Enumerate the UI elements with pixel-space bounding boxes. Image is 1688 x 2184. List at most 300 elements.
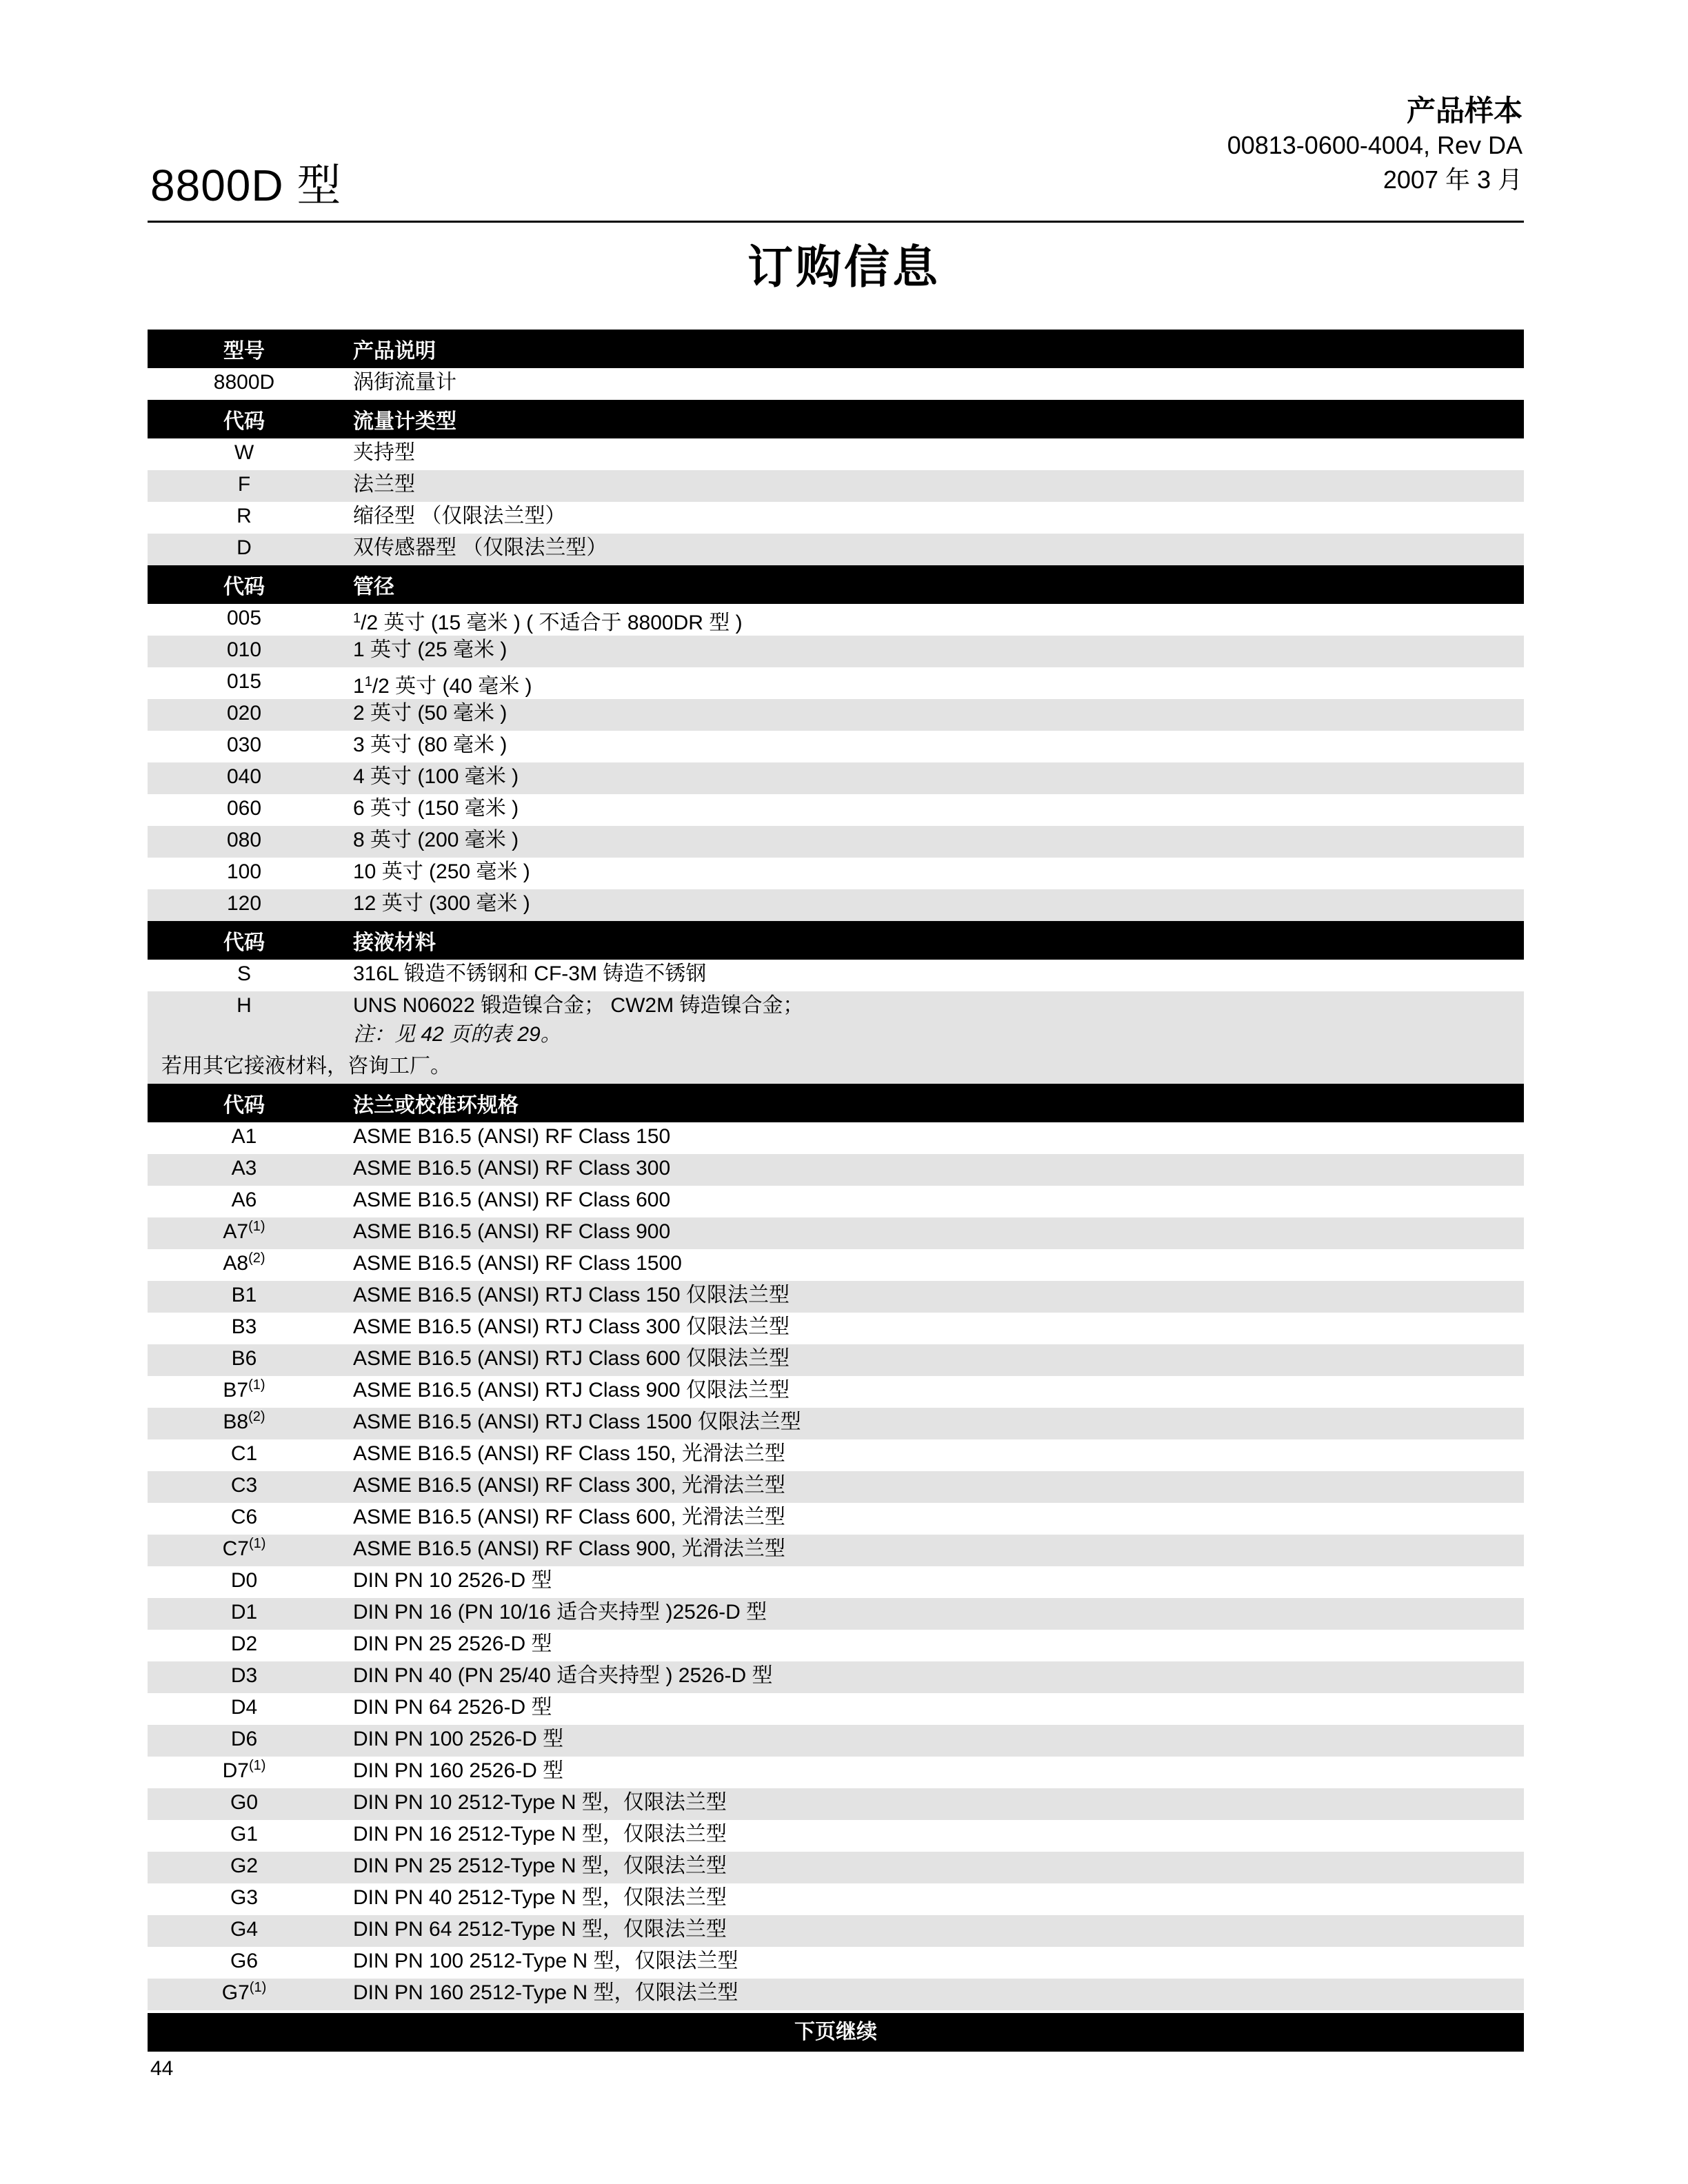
option-code-text: A3 bbox=[231, 1157, 257, 1180]
option-description-text: 1 英寸 (25 毫米 ) bbox=[353, 638, 508, 661]
option-description-text: DIN PN 40 (PN 25/40 适合夹持型 ) 2526-D 型 bbox=[353, 1664, 773, 1687]
option-code-text: D4 bbox=[230, 1696, 258, 1719]
option-description bbox=[341, 858, 1524, 887]
table-row bbox=[148, 636, 1524, 667]
option-description-line bbox=[353, 1725, 1524, 1754]
option-code-text: 120 bbox=[226, 892, 262, 915]
table-row bbox=[148, 1439, 1524, 1471]
option-description-text: 6 英寸 (150 毫米 ) bbox=[353, 797, 519, 820]
table-row bbox=[148, 1535, 1524, 1566]
option-description-line bbox=[353, 1503, 1524, 1532]
option-code bbox=[148, 699, 341, 728]
option-code bbox=[148, 1757, 341, 1786]
option-description-text: ASME B16.5 (ANSI) RTJ Class 150 仅限法兰型 bbox=[353, 1284, 790, 1306]
option-code bbox=[148, 1915, 341, 1944]
table-row bbox=[148, 731, 1524, 762]
option-description-line bbox=[353, 731, 1524, 760]
table-row bbox=[148, 889, 1524, 921]
table-row bbox=[148, 1249, 1524, 1281]
option-description-text: 涡街流量计 bbox=[353, 371, 456, 394]
option-description-text: 夹持型 bbox=[353, 441, 415, 464]
option-description-text: ASME B16.5 (ANSI) RF Class 300 bbox=[353, 1157, 671, 1180]
table-row bbox=[148, 1154, 1524, 1186]
section-header-meter-type bbox=[148, 400, 1524, 438]
option-code-text: C1 bbox=[230, 1442, 258, 1465]
option-description-line bbox=[353, 1217, 1524, 1246]
option-code bbox=[148, 1439, 341, 1468]
option-description-text: /2 英寸 (15 毫米 ) ( 不适合于 8800DR 型 ) bbox=[361, 611, 743, 634]
section-header-line-size bbox=[148, 565, 1524, 604]
option-code-text: 020 bbox=[226, 702, 262, 725]
table-row bbox=[148, 794, 1524, 826]
option-description-line bbox=[353, 794, 1524, 823]
option-description-line bbox=[353, 1186, 1524, 1215]
table-row bbox=[148, 1883, 1524, 1915]
option-description bbox=[341, 1788, 1524, 1817]
option-description-text: ASME B16.5 (ANSI) RTJ Class 600 仅限法兰型 bbox=[353, 1347, 790, 1370]
option-code-text: D7 bbox=[222, 1759, 249, 1782]
option-description bbox=[341, 502, 1524, 531]
option-code bbox=[148, 1408, 341, 1437]
option-description-line bbox=[353, 470, 1524, 499]
option-description bbox=[341, 1344, 1524, 1373]
option-description-line bbox=[353, 699, 1524, 728]
option-code-text: 040 bbox=[226, 765, 262, 788]
option-code-text: B8 bbox=[223, 1410, 249, 1433]
option-code-text: G7 bbox=[221, 1981, 250, 2004]
page-number: 44 bbox=[150, 2057, 174, 2080]
option-code-text: A7 bbox=[223, 1220, 249, 1243]
option-description-line bbox=[353, 1630, 1524, 1659]
section-footnote: 若用其它接液材料，咨询工厂。 bbox=[148, 1052, 1524, 1084]
page-title: 订购信息 bbox=[747, 241, 941, 292]
table-row bbox=[148, 699, 1524, 731]
option-description bbox=[341, 636, 1524, 665]
option-description bbox=[341, 1471, 1524, 1500]
option-code bbox=[148, 1979, 341, 2008]
table-row bbox=[148, 960, 1524, 991]
table-row bbox=[148, 1630, 1524, 1661]
table-row bbox=[148, 1979, 1524, 2010]
option-description bbox=[341, 1217, 1524, 1246]
table-row bbox=[148, 1788, 1524, 1820]
option-description bbox=[341, 470, 1524, 499]
option-description-text: 双传感器型 （仅限法兰型） bbox=[353, 536, 607, 559]
document-number: 00813-0600-4004, Rev DA bbox=[1227, 131, 1523, 159]
footnote-ref: (1) bbox=[248, 1758, 266, 1773]
option-code-text: D0 bbox=[230, 1569, 258, 1592]
table-row bbox=[148, 667, 1524, 699]
option-description bbox=[341, 1376, 1524, 1405]
option-description-text: ASME B16.5 (ANSI) RTJ Class 1500 仅限法兰型 bbox=[353, 1410, 801, 1433]
option-description-line bbox=[353, 1820, 1524, 1849]
table-row bbox=[148, 1281, 1524, 1313]
table-row bbox=[148, 1471, 1524, 1503]
option-code bbox=[148, 1249, 341, 1278]
option-description-line bbox=[353, 368, 1524, 397]
option-description-line bbox=[353, 1249, 1524, 1278]
option-description-line bbox=[353, 1376, 1524, 1405]
option-description-line bbox=[353, 1757, 1524, 1786]
option-code-text: B6 bbox=[231, 1347, 257, 1370]
option-code-text: W bbox=[234, 441, 254, 464]
option-code bbox=[148, 1788, 341, 1817]
table-row bbox=[148, 1725, 1524, 1757]
option-description-line bbox=[353, 1344, 1524, 1373]
option-description-text: ASME B16.5 (ANSI) RF Class 900, 光滑法兰型 bbox=[353, 1537, 785, 1560]
table-row bbox=[148, 438, 1524, 470]
option-code-text: G3 bbox=[230, 1886, 259, 1909]
option-description bbox=[341, 762, 1524, 791]
option-code-text: 8800D bbox=[213, 371, 275, 394]
option-description-line bbox=[353, 1408, 1524, 1437]
option-code-text: 080 bbox=[226, 829, 262, 851]
option-code bbox=[148, 534, 341, 563]
option-description bbox=[341, 368, 1524, 397]
option-code-text: D3 bbox=[230, 1664, 258, 1687]
option-description-text: DIN PN 100 2526-D 型 bbox=[353, 1728, 564, 1750]
option-description-line bbox=[353, 1281, 1524, 1310]
document-date: 2007 年 3 月 bbox=[1383, 165, 1523, 194]
option-description-text: ASME B16.5 (ANSI) RF Class 1500 bbox=[353, 1252, 682, 1275]
option-description-line bbox=[353, 1883, 1524, 1912]
column-header-code: 代码 bbox=[223, 931, 265, 954]
option-description-text: ASME B16.5 (ANSI) RF Class 300, 光滑法兰型 bbox=[353, 1474, 785, 1497]
table-row bbox=[148, 368, 1524, 400]
option-description-line bbox=[353, 1439, 1524, 1468]
option-code bbox=[148, 604, 341, 633]
option-description-text: ASME B16.5 (ANSI) RTJ Class 300 仅限法兰型 bbox=[353, 1315, 790, 1338]
option-description-line bbox=[353, 502, 1524, 531]
table-row bbox=[148, 1852, 1524, 1883]
option-description-text: 316L 锻造不锈钢和 CF-3M 铸造不锈钢 bbox=[353, 962, 707, 985]
option-description-text: 8 英寸 (200 毫米 ) bbox=[353, 829, 519, 851]
option-description-line bbox=[353, 1979, 1524, 2008]
document-meta bbox=[1227, 94, 1523, 197]
option-description-line bbox=[353, 636, 1524, 665]
option-description-line bbox=[353, 1947, 1524, 1976]
option-description-text: 10 英寸 (250 毫米 ) bbox=[353, 860, 530, 883]
option-code bbox=[148, 1852, 341, 1881]
option-code bbox=[148, 470, 341, 499]
option-description-line bbox=[353, 438, 1524, 467]
option-description bbox=[341, 1979, 1524, 2008]
option-code bbox=[148, 1566, 341, 1595]
option-description bbox=[341, 1439, 1524, 1468]
option-description bbox=[341, 1408, 1524, 1437]
option-code bbox=[148, 1376, 341, 1405]
option-code-text: C6 bbox=[230, 1506, 258, 1528]
section-header-flange bbox=[148, 1084, 1524, 1122]
option-description-line bbox=[353, 604, 1524, 638]
option-description bbox=[341, 794, 1524, 823]
option-description-line bbox=[353, 534, 1524, 563]
option-description-text: ASME B16.5 (ANSI) RF Class 900 bbox=[353, 1220, 671, 1243]
option-description-line bbox=[353, 1122, 1524, 1151]
footnote-ref: (2) bbox=[248, 1251, 265, 1266]
option-description bbox=[341, 667, 1524, 701]
document-kind: 产品样本 bbox=[1406, 94, 1523, 127]
option-code-text: D1 bbox=[230, 1601, 258, 1624]
option-description bbox=[341, 1313, 1524, 1342]
option-code bbox=[148, 1725, 341, 1754]
option-description bbox=[341, 1820, 1524, 1849]
option-description-line bbox=[353, 667, 1524, 701]
option-description-text: ASME B16.5 (ANSI) RF Class 600 bbox=[353, 1189, 671, 1211]
option-code-text: F bbox=[237, 473, 251, 496]
column-header-description: 流量计类型 bbox=[353, 410, 456, 433]
option-description-line bbox=[353, 1471, 1524, 1500]
option-description bbox=[341, 1630, 1524, 1659]
option-description-line bbox=[353, 960, 1524, 989]
table-row bbox=[148, 1693, 1524, 1725]
option-code bbox=[148, 1503, 341, 1532]
column-header-description: 接液材料 bbox=[353, 931, 436, 954]
option-code bbox=[148, 1217, 341, 1246]
option-code bbox=[148, 1883, 341, 1912]
option-code bbox=[148, 826, 341, 855]
option-description bbox=[341, 534, 1524, 563]
footnote-ref: (1) bbox=[248, 1219, 265, 1234]
option-code-text: A6 bbox=[231, 1189, 257, 1211]
option-description-line bbox=[353, 858, 1524, 887]
table-row bbox=[148, 826, 1524, 858]
table-row bbox=[148, 604, 1524, 636]
ordering-table bbox=[148, 330, 1524, 2052]
option-code bbox=[148, 1154, 341, 1183]
option-description-line bbox=[353, 826, 1524, 855]
option-code bbox=[148, 667, 341, 696]
option-code-text: 015 bbox=[226, 670, 262, 693]
table-row bbox=[148, 470, 1524, 502]
option-code bbox=[148, 1313, 341, 1342]
option-code-text: 010 bbox=[226, 638, 262, 661]
option-description-text: 12 英寸 (300 毫米 ) bbox=[353, 892, 530, 915]
option-code bbox=[148, 1471, 341, 1500]
option-description bbox=[341, 1947, 1524, 1976]
option-code-text: B3 bbox=[231, 1315, 257, 1338]
option-description-text: ASME B16.5 (ANSI) RF Class 150, 光滑法兰型 bbox=[353, 1442, 785, 1465]
footnote-ref: (1) bbox=[248, 1377, 265, 1393]
option-description-text: DIN PN 25 2526-D 型 bbox=[353, 1632, 552, 1655]
table-row bbox=[148, 1566, 1524, 1598]
option-description-text: DIN PN 64 2512-Type N 型，仅限法兰型 bbox=[353, 1918, 727, 1941]
option-description-text: 4 英寸 (100 毫米 ) bbox=[353, 765, 519, 788]
option-description bbox=[341, 1852, 1524, 1881]
option-code bbox=[148, 636, 341, 665]
option-code bbox=[148, 1947, 341, 1976]
table-row bbox=[148, 1122, 1524, 1154]
option-code bbox=[148, 858, 341, 887]
option-description bbox=[341, 438, 1524, 467]
option-code bbox=[148, 1820, 341, 1849]
option-description-text: DIN PN 25 2512-Type N 型，仅限法兰型 bbox=[353, 1854, 727, 1877]
option-description-line bbox=[353, 1566, 1524, 1595]
option-code-text: G2 bbox=[230, 1854, 259, 1877]
column-header-code: 代码 bbox=[223, 410, 265, 433]
column-header-description: 管径 bbox=[353, 576, 394, 598]
option-description-line bbox=[353, 1788, 1524, 1817]
column-header-code: 型号 bbox=[223, 340, 265, 363]
section-header-model bbox=[148, 330, 1524, 368]
footnote-ref: (1) bbox=[249, 1980, 267, 1995]
option-description-line bbox=[353, 1693, 1524, 1722]
option-description-text: 缩径型 （仅限法兰型） bbox=[353, 505, 566, 527]
option-code-text: G0 bbox=[230, 1791, 259, 1814]
option-code-text: D6 bbox=[230, 1728, 258, 1750]
option-description-line bbox=[353, 1852, 1524, 1881]
option-code-text: R bbox=[237, 505, 252, 527]
option-code bbox=[148, 368, 341, 397]
option-code-text: G1 bbox=[230, 1823, 259, 1846]
option-description bbox=[341, 1598, 1524, 1627]
option-code bbox=[148, 1535, 341, 1564]
option-code bbox=[148, 731, 341, 760]
option-description-text: DIN PN 160 2512-Type N 型，仅限法兰型 bbox=[353, 1981, 738, 2004]
option-description bbox=[341, 1883, 1524, 1912]
option-description-text: /2 英寸 (40 毫米 ) bbox=[372, 675, 532, 698]
option-description bbox=[341, 604, 1524, 638]
option-description bbox=[341, 889, 1524, 918]
option-description bbox=[341, 1122, 1524, 1151]
table-row bbox=[148, 1376, 1524, 1408]
table-row bbox=[148, 1598, 1524, 1630]
option-description bbox=[341, 826, 1524, 855]
option-description-text: 法兰型 bbox=[353, 473, 415, 496]
option-code-text: 005 bbox=[226, 607, 262, 629]
table-row bbox=[148, 1344, 1524, 1376]
option-description-line bbox=[353, 1154, 1524, 1183]
table-row bbox=[148, 1757, 1524, 1788]
option-code-text: 100 bbox=[226, 860, 262, 883]
option-code bbox=[148, 1122, 341, 1151]
section-header-wetted-material bbox=[148, 921, 1524, 960]
column-header-code: 代码 bbox=[223, 576, 265, 598]
option-code-text: A1 bbox=[231, 1125, 257, 1148]
option-code-text: H bbox=[237, 994, 252, 1017]
column-header-description: 法兰或校准环规格 bbox=[353, 1094, 519, 1117]
option-description-text: DIN PN 10 2512-Type N 型，仅限法兰型 bbox=[353, 1791, 727, 1814]
option-description-text: ASME B16.5 (ANSI) RTJ Class 900 仅限法兰型 bbox=[353, 1379, 790, 1402]
option-code-text: B7 bbox=[223, 1379, 249, 1402]
option-description-text: 3 英寸 (80 毫米 ) bbox=[353, 734, 508, 756]
option-code-text: S bbox=[237, 962, 251, 985]
option-description bbox=[341, 1757, 1524, 1786]
fraction-numerator: 1 bbox=[364, 674, 372, 689]
table-row bbox=[148, 534, 1524, 565]
option-code-text: C3 bbox=[230, 1474, 258, 1497]
option-code bbox=[148, 502, 341, 531]
table-row bbox=[148, 858, 1524, 889]
option-description-line bbox=[353, 889, 1524, 918]
table-row bbox=[148, 1915, 1524, 1947]
option-note: 注：见 42 页的表 29。 bbox=[353, 1023, 561, 1046]
table-row bbox=[148, 1186, 1524, 1217]
header-rule bbox=[148, 221, 1524, 223]
option-description bbox=[341, 1186, 1524, 1215]
option-description-text: DIN PN 64 2526-D 型 bbox=[353, 1696, 552, 1719]
option-description bbox=[341, 1249, 1524, 1278]
option-description bbox=[341, 1915, 1524, 1944]
option-code bbox=[148, 960, 341, 989]
option-code bbox=[148, 794, 341, 823]
option-description-line bbox=[353, 1313, 1524, 1342]
fraction-whole: 1 bbox=[353, 675, 365, 698]
option-code bbox=[148, 1693, 341, 1722]
option-description-text: 2 英寸 (50 毫米 ) bbox=[353, 702, 508, 725]
option-description bbox=[341, 1535, 1524, 1564]
option-description-text: UNS N06022 锻造镍合金； CW2M 铸造镍合金； bbox=[353, 994, 804, 1017]
option-code bbox=[148, 1661, 341, 1690]
option-description-text: ASME B16.5 (ANSI) RF Class 600, 光滑法兰型 bbox=[353, 1506, 785, 1528]
option-description-line bbox=[353, 1661, 1524, 1690]
option-description bbox=[341, 1693, 1524, 1722]
table-row bbox=[148, 1313, 1524, 1344]
option-description bbox=[341, 1725, 1524, 1754]
option-code-text: D2 bbox=[230, 1632, 258, 1655]
option-code bbox=[148, 1344, 341, 1373]
continued-bar: 下页继续 bbox=[148, 2013, 1524, 2052]
table-row bbox=[148, 1408, 1524, 1439]
table-row bbox=[148, 502, 1524, 534]
option-description bbox=[341, 1661, 1524, 1690]
option-description bbox=[341, 1503, 1524, 1532]
option-code-text: C7 bbox=[222, 1537, 249, 1560]
option-description bbox=[341, 731, 1524, 760]
option-description bbox=[341, 699, 1524, 728]
option-code bbox=[148, 1186, 341, 1215]
option-description-line bbox=[353, 1535, 1524, 1564]
table-row bbox=[148, 991, 1524, 1052]
option-description-text: ASME B16.5 (ANSI) RF Class 150 bbox=[353, 1125, 671, 1148]
option-code bbox=[148, 1281, 341, 1310]
option-code bbox=[148, 762, 341, 791]
table-row bbox=[148, 1661, 1524, 1693]
option-description-line bbox=[353, 991, 1524, 1020]
table-row bbox=[148, 1503, 1524, 1535]
option-code bbox=[148, 1598, 341, 1627]
option-description-text: DIN PN 10 2526-D 型 bbox=[353, 1569, 552, 1592]
option-code bbox=[148, 889, 341, 918]
fraction-numerator: 1 bbox=[353, 611, 361, 626]
column-header-description: 产品说明 bbox=[353, 340, 436, 363]
option-code-text: B1 bbox=[231, 1284, 257, 1306]
option-code-text: G6 bbox=[230, 1950, 259, 1972]
option-code-text: D bbox=[237, 536, 252, 559]
option-code-text: 060 bbox=[226, 797, 262, 820]
option-code bbox=[148, 438, 341, 467]
option-description bbox=[341, 1154, 1524, 1183]
table-row bbox=[148, 1820, 1524, 1852]
option-description bbox=[341, 960, 1524, 989]
footnote-ref: (2) bbox=[248, 1409, 265, 1424]
option-description-text: DIN PN 16 (PN 10/16 适合夹持型 )2526-D 型 bbox=[353, 1601, 767, 1624]
option-description-line bbox=[353, 1598, 1524, 1627]
option-code bbox=[148, 991, 341, 1020]
option-code-text: G4 bbox=[230, 1918, 259, 1941]
footnote-ref: (1) bbox=[248, 1536, 266, 1551]
option-description bbox=[341, 991, 1524, 1049]
option-code-text: A8 bbox=[223, 1252, 249, 1275]
table-row bbox=[148, 762, 1524, 794]
option-description bbox=[341, 1566, 1524, 1595]
option-description bbox=[341, 1281, 1524, 1310]
column-header-code: 代码 bbox=[223, 1094, 265, 1117]
option-description-text: DIN PN 100 2512-Type N 型，仅限法兰型 bbox=[353, 1950, 738, 1972]
option-description-text: DIN PN 40 2512-Type N 型，仅限法兰型 bbox=[353, 1886, 727, 1909]
option-code bbox=[148, 1630, 341, 1659]
option-description-text: DIN PN 16 2512-Type N 型，仅限法兰型 bbox=[353, 1823, 727, 1846]
